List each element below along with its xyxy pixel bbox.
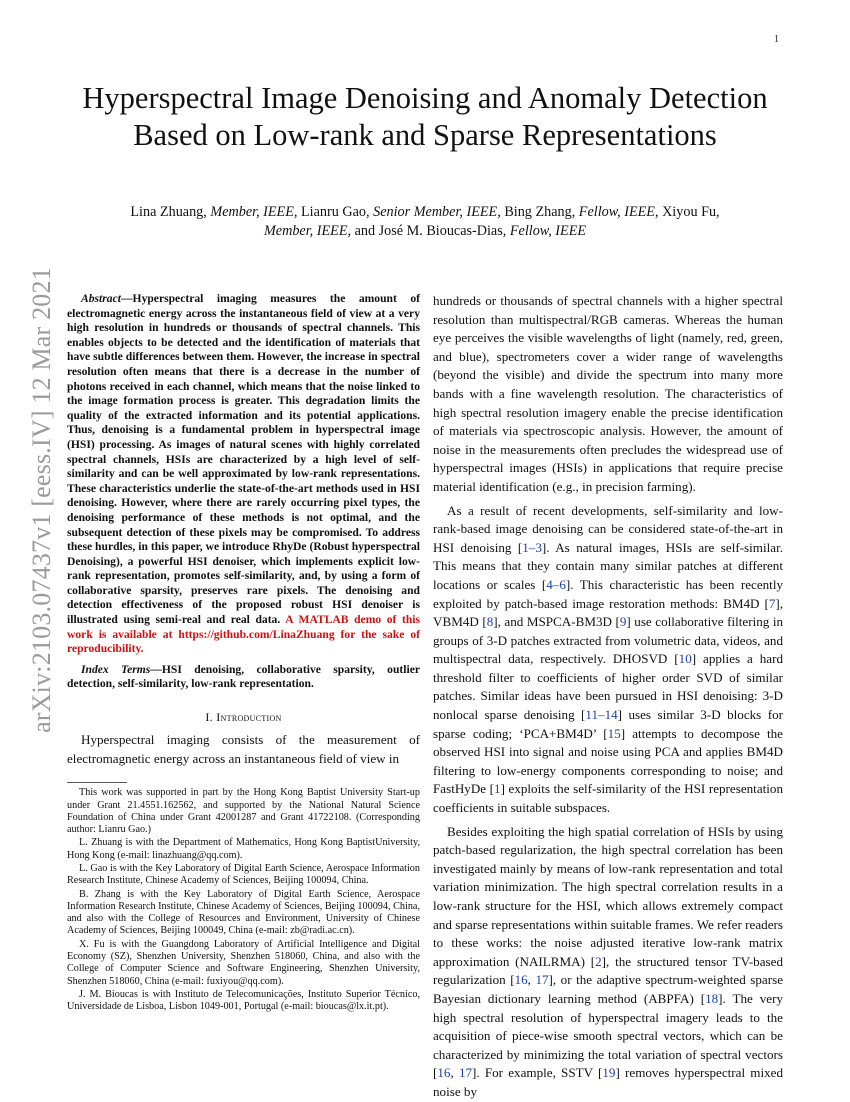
- text-run: ]. The very high spectral resolution of hyperspectral imagery leads to the acquisition of piece-wise smooth spectral vectors, which can be characterized by minimizing the total variation of spectral vectors [: [433, 990, 783, 1081]
- author-role: Fellow, IEEE: [509, 223, 587, 239]
- section-numeral: I.: [205, 710, 217, 725]
- citation-link[interactable]: 17: [535, 972, 549, 988]
- author-name: Bing Zhang,: [500, 204, 579, 220]
- index-terms-lead: Index Terms: [81, 662, 151, 676]
- index-terms-text: —HSI denoising, collaborative sparsity, outlier detection, self-similarity, low-rank representation.: [67, 662, 420, 691]
- paper-title: Hyperspectral Image Denoising and Anomaly Detection Based on Low-rank and Sparse Representations: [82, 81, 768, 152]
- reproducibility-link[interactable]: A MATLAB demo of this work is available at https://github.com/LinaZhuang for the sake of reproducibility.: [67, 613, 420, 656]
- text-run: ]. For example, SSTV [: [472, 1065, 603, 1081]
- text-run: ,: [450, 1065, 459, 1081]
- footnote-affiliation: L. Zhuang is with the Department of Mathematics, Hong Kong BaptistUniversity, Hong Kong (e-mail: linazhuang@qq.com).: [67, 837, 420, 861]
- author-role: Member, IEEE,: [263, 223, 352, 239]
- citation-link[interactable]: 15: [607, 725, 621, 741]
- text-run: Besides exploiting the high spatial correlation of HSIs by using patch-based regularization, the high spectral correlation has been investigated mainly by means of low-rank representation and total variation minimization. The high spectral correlation results in a low-rank structure for the HSI, which allows extremely compact and sparse representations within suitable frames. We refer readers to these works: the noise adjusted iterative low-rank matrix approximation (NAILRMA) [: [433, 823, 783, 969]
- author-role: Member, IEEE,: [210, 204, 298, 220]
- citation-link[interactable]: 19: [602, 1065, 616, 1081]
- text-run: ]. This characteristic has been recently exploited by patch-based image restoration methods: BM4D [: [433, 576, 783, 611]
- index-terms: [67, 663, 420, 692]
- footnote-rule: [67, 782, 127, 783]
- citation-link[interactable]: 16: [437, 1065, 451, 1081]
- citation-link[interactable]: 9: [619, 614, 627, 630]
- citation-link[interactable]: 2: [595, 953, 602, 969]
- citation-link[interactable]: 16: [514, 972, 528, 988]
- text-run: As a result of recent developments, self-similarity and low-rank-based image denoising can be considered state-of-the-art in HSI denoising [: [433, 502, 783, 555]
- abstract-text: —Hyperspectral imaging measures the amount of electromagnetic energy across the instantaneous field of view at a very high resolution in hundreds or thousands of spectral channels. This enables objects to be detected and the identification of materials that have subtle differences between them. However, the increase in spectral resolution often means that there is a decrease in the number of photons received in each channel, which means that the noise linked to the image formation process is greater. This degradation limits the quality of the extracted information and its potential applications. Thus, denoising is a fundamental problem in hyperspectral image (HSI) processing. As images of natural scenes with highly correlated spectral channels, HSIs are characterized by a high level of self-similarity and can be well approximated by low-rank representations. These characteristics underlie the state-of-the-art methods used in HSI denoising. However, where there are rarely occurring pixel types, the denoising performance of these methods is not optimal, and the subsequent detection of these pixels may be compromised. To address these hurdles, in this paper, we introduce RhyDe (Robust hyperspectral Denoising), a powerful HSI denoiser, which implements explicit low-rank representation, promotes self-similarity, and, by using a form of collaborative sparsity, preserves rare pixels. The denoising and detection effectiveness of the proposed robust HSI denoiser is illustrated using semi-real and real data.: [67, 292, 420, 627]
- arxiv-stamp-text: arXiv:2103.07437v1 [eess.IV] 12 Mar 2021: [27, 267, 56, 733]
- text-run: ] use collaborative filtering in groups of 3-D patches extracted from volumetric data, videos, and multispectral data, respectively. DHOSVD [: [433, 614, 783, 667]
- text-run: ] removes hyperspectral mixed noise by: [433, 1065, 784, 1099]
- body-paragraph: [433, 823, 783, 1102]
- citation-link[interactable]: 1–3: [522, 539, 542, 555]
- citation-link[interactable]: 10: [678, 651, 692, 667]
- author-role: Fellow, IEEE,: [578, 204, 659, 220]
- text-run: ] attempts to decompose the observed HSI into signal and noise using PCA and applies BM4D filtering to low-energy components corresponding to noise; and FastHyDe [: [433, 725, 783, 797]
- citation-link[interactable]: 11–14: [585, 707, 618, 723]
- footnote-affiliation: L. Gao is with the Key Laboratory of Digital Earth Science, Aerospace Information Research Institute, Chinese Academy of Sciences, Beijing 100094, China.: [67, 863, 420, 887]
- section-heading: [67, 710, 420, 725]
- text-run: ] exploits the self-similarity of the HSI representation coefficients in suitable subspaces.: [433, 781, 783, 816]
- right-column: [433, 292, 783, 1102]
- left-column: [67, 292, 420, 1015]
- arxiv-stamp: [22, 267, 62, 733]
- section-title: Introduction: [216, 710, 282, 725]
- text-run: ] applies a hard threshold filter to coefficients of higher order SVD of similar patches. Similar ideas have been pursued in HSI denoising: 3-D nonlocal sparse denoising [: [433, 651, 783, 723]
- abstract-lead: Abstract: [81, 292, 121, 305]
- citation-link[interactable]: 1: [494, 781, 501, 797]
- footnote-affiliation: J. M. Bioucas is with Instituto de Telecomunicações, Instituto Superior Técnico, Universidade de Lisboa, Lisbon 1049-001, Portugal (e-mail: bioucas@lx.it.pt).: [67, 988, 420, 1013]
- body-paragraph: hundreds or thousands of spectral channels with a higher spectral resolution than multispectral/RGB cameras. Whereas the human eye perceives the visible wavelengths of light (namely, red, green, and blue), spectrometers cover a wider range of wavelengths (beyond the visible) and divide the spectrum into many more bands with a fine wavelength resolution. The characteristics of high spectral resolution imagery enable the precise identification of materials via spectroscopic analysis. However, the amount of noise in the measurements often precludes the widespread use of hyperspectral images (HSIs) in applications that require precise material identification (e.g., in precision farming).: [433, 293, 783, 494]
- citation-link[interactable]: 18: [705, 990, 719, 1006]
- text-run: ], VBM4D [: [433, 595, 783, 630]
- footnote-funding: This work was supported in part by the Hong Kong Baptist University Start-up under Grant 21.4551.162562, and supported by the National Natural Science Foundation of China under Grant 42001287 and Grant 41722108. (Corresponding author: Lianru Gao.): [67, 787, 420, 836]
- citation-link[interactable]: 4–6: [546, 576, 566, 592]
- body-paragraph: [433, 502, 783, 818]
- author-role: Senior Member, IEEE,: [373, 204, 501, 220]
- author-name: Lianru Gao,: [297, 204, 374, 220]
- text-run: ], or the adaptive spectrum-weighted sparse Bayesian dictionary learning method (ABPFA) [: [433, 972, 784, 1006]
- footnote-affiliation: X. Fu is with the Guangdong Laboratory of Artificial Intelligence and Digital Economy (SZ), Shenzhen University, Shenzhen 518060, China, and also with the College of Computer Science and Software Engineering, Shenzhen University, Shenzhen 518060, China (e-mail: fuxiyou@qq.com).: [67, 938, 420, 987]
- text-run: ] uses similar 3-D blocks for sparse coding; ‘PCA+BM4D’ [: [433, 707, 783, 741]
- intro-paragraph: Hyperspectral imaging consists of the measurement of electromagnetic energy across an instantaneous field of view in: [67, 732, 420, 766]
- abstract: [67, 292, 420, 657]
- text-run: ], the structured tensor TV-based regularization [: [433, 953, 783, 988]
- footnote-affiliation: B. Zhang is with the Key Laboratory of Digital Earth Science, Aerospace Information Research Institute, Chinese Academy of Sciences, Beijing 100094, China, and also with the College of Resources and Environment, University of Chinese Academy of Sciences, Beijing 100049, China (e-mail: zb@radi.ac.cn).: [67, 888, 420, 937]
- page-number: 1: [774, 34, 779, 45]
- author-list: [70, 203, 780, 241]
- author-name: and José M. Bioucas-Dias,: [351, 223, 510, 239]
- text-run: ], and MSPCA-BM3D [: [493, 614, 620, 630]
- text-run: ]. As natural images, HSIs are self-similar. This means that they contain many similar patches at different locations or scales [: [433, 539, 783, 592]
- citation-link[interactable]: 7: [768, 595, 776, 611]
- citation-link[interactable]: 8: [486, 614, 494, 630]
- author-name: Xiyou Fu,: [658, 204, 720, 220]
- author-name: Lina Zhuang,: [130, 204, 211, 220]
- text-run: ,: [527, 972, 536, 988]
- citation-link[interactable]: 17: [458, 1065, 473, 1081]
